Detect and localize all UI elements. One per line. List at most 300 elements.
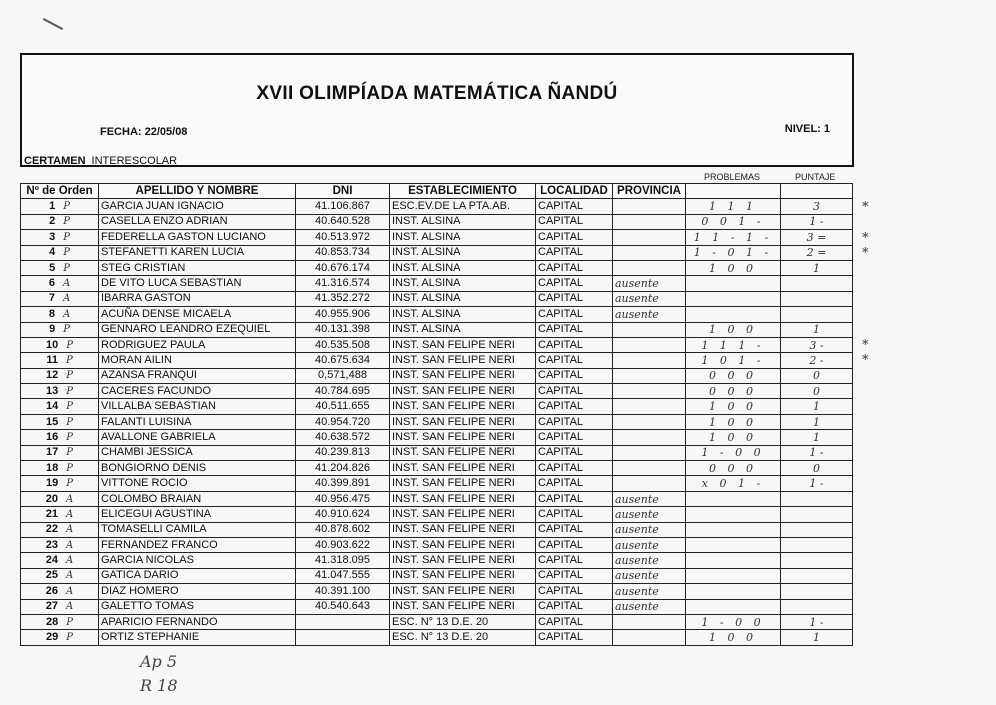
dni-cell: 40.399.891 (296, 476, 390, 491)
provincia-cell: ausente (613, 568, 686, 583)
order-cell (21, 245, 99, 260)
establecimiento-cell: INST. SAN FELIPE NERI (390, 476, 536, 491)
provincia-cell (613, 461, 686, 476)
order-cell (21, 522, 99, 537)
localidad-cell: CAPITAL (536, 568, 613, 583)
table-row (21, 445, 853, 460)
order-number: 14 (46, 400, 59, 413)
order-cell (21, 614, 99, 629)
problemas-cell: x 0 1 - (686, 476, 781, 491)
name-cell: CHAMBI JESSICA (99, 445, 296, 460)
order-number: 12 (46, 369, 59, 382)
problemas-cell: 1 1 1 - (686, 337, 781, 352)
localidad-cell: CAPITAL (536, 307, 613, 322)
order-cell (21, 260, 99, 275)
establecimiento-cell: INST. SAN FELIPE NERI (390, 430, 536, 445)
problemas-cell: 1 1 1 (686, 199, 781, 214)
name-cell: FALANTI LUISINA (99, 414, 296, 429)
order-number: 5 (49, 261, 56, 274)
name-cell: GALETTO TOMAS (99, 599, 296, 614)
col-dni: DNI (296, 184, 390, 199)
order-cell (21, 199, 99, 214)
establecimiento-cell: INST. SAN FELIPE NERI (390, 599, 536, 614)
roster-table (20, 183, 853, 646)
order-number: 19 (46, 477, 59, 490)
dni-cell (296, 630, 390, 645)
name-cell: VILLALBA SEBASTIAN (99, 399, 296, 414)
puntaje-cell (781, 553, 853, 568)
problemas-cell (686, 276, 781, 291)
dni-cell: 40.675.634 (296, 353, 390, 368)
establecimiento-cell: INST. SAN FELIPE NERI (390, 368, 536, 383)
table-row (21, 599, 853, 614)
dni-cell: 41.316.574 (296, 276, 390, 291)
localidad-cell: CAPITAL (536, 476, 613, 491)
order-number: 7 (48, 292, 55, 305)
attendance-mark: A (62, 308, 71, 320)
problemas-cell: 0 0 0 (686, 368, 781, 383)
provincia-cell (613, 230, 686, 245)
star-mark: * (862, 200, 869, 216)
problemas-cell (686, 599, 781, 614)
col-puntaje (781, 184, 853, 199)
order-number: 2 (49, 215, 56, 228)
order-number: 4 (49, 246, 56, 259)
order-cell (21, 445, 99, 460)
localidad-cell: CAPITAL (536, 276, 613, 291)
order-number: 15 (46, 415, 59, 428)
dni-cell: 40.853.734 (296, 245, 390, 260)
order-number: 17 (46, 446, 59, 459)
note-r: R 18 (140, 676, 178, 695)
establecimiento-cell: ESC. N° 13 D.E. 20 (390, 630, 536, 645)
establecimiento-cell: INST. ALSINA (390, 245, 536, 260)
table-row (21, 553, 853, 568)
dni-cell: 40.878.602 (296, 522, 390, 537)
localidad-cell: CAPITAL (536, 414, 613, 429)
table-row (21, 384, 853, 399)
localidad-cell: CAPITAL (536, 337, 613, 352)
attendance-mark: P (66, 478, 73, 490)
name-cell: DIAZ HOMERO (99, 584, 296, 599)
localidad-cell: CAPITAL (536, 430, 613, 445)
provincia-cell (613, 614, 686, 629)
name-cell: APARICIO FERNANDO (99, 614, 296, 629)
puntaje-cell (781, 276, 853, 291)
establecimiento-cell: INST. SAN FELIPE NERI (390, 461, 536, 476)
puntaje-cell: 0 (781, 384, 853, 399)
order-number: 1 (49, 200, 56, 213)
puntaje-cell: 2 - (781, 353, 853, 368)
attendance-mark: P (63, 324, 70, 336)
establecimiento-cell: INST. ALSINA (390, 322, 536, 337)
puntaje-cell: 2 = (781, 245, 853, 260)
puntaje-header: PUNTAJE (795, 172, 836, 182)
provincia-cell (613, 414, 686, 429)
order-number: 6 (48, 277, 55, 290)
name-cell: GARCIA NICOLAS (99, 553, 296, 568)
attendance-mark: P (66, 339, 73, 351)
order-cell (21, 568, 99, 583)
order-number: 24 (45, 554, 58, 567)
name-cell: CASELLA ENZO ADRIAN (99, 214, 296, 229)
provincia-cell (613, 384, 686, 399)
puntaje-cell: 1 - (781, 445, 853, 460)
problemas-cell (686, 291, 781, 306)
dni-cell: 40.784.695 (296, 384, 390, 399)
problemas-cell (686, 507, 781, 522)
problemas-cell: 1 0 0 (686, 630, 781, 645)
order-cell (21, 430, 99, 445)
order-cell (21, 276, 99, 291)
order-number: 21 (45, 507, 58, 520)
nivel-label: NIVEL: 1 (784, 123, 830, 135)
attendance-mark: A (66, 493, 74, 505)
localidad-cell: CAPITAL (536, 260, 613, 275)
puntaje-cell: 1 (781, 630, 853, 645)
establecimiento-cell: INST. SAN FELIPE NERI (390, 553, 536, 568)
puntaje-cell: 0 (781, 368, 853, 383)
dni-cell: 40.513.972 (296, 230, 390, 245)
puntaje-cell: 1 - (781, 476, 853, 491)
provincia-cell (613, 445, 686, 460)
localidad-cell: CAPITAL (536, 399, 613, 414)
order-cell (21, 507, 99, 522)
puntaje-cell (781, 491, 853, 506)
dni-cell: 40.954.720 (296, 414, 390, 429)
certamen-line (24, 155, 177, 167)
dni-cell: 40.955.906 (296, 307, 390, 322)
name-cell: COLOMBO BRAIAN (99, 491, 296, 506)
order-cell (21, 230, 99, 245)
order-number: 18 (46, 461, 59, 474)
establecimiento-cell: ESC.EV.DE LA PTA.AB. (390, 199, 536, 214)
attendance-mark: A (66, 524, 74, 536)
attendance-mark: P (66, 370, 73, 382)
order-number: 26 (45, 584, 58, 597)
name-cell: GATICA DARIO (99, 568, 296, 583)
attendance-mark: P (63, 231, 70, 243)
name-cell: STEG CRISTIAN (99, 260, 296, 275)
dni-cell: 40.391.100 (296, 584, 390, 599)
table-row (21, 199, 853, 214)
order-cell (21, 368, 99, 383)
dni-cell: 41.106.867 (296, 199, 390, 214)
localidad-cell: CAPITAL (536, 491, 613, 506)
provincia-cell (613, 337, 686, 352)
name-cell: DE VITO LUCA SEBASTIAN (99, 276, 296, 291)
provincia-cell (613, 353, 686, 368)
page-title: XVII OLIMPÍADA MATEMÁTICA ÑANDÚ (256, 83, 618, 104)
table-row (21, 260, 853, 275)
order-number: 22 (45, 523, 58, 536)
establecimiento-cell: INST. ALSINA (390, 307, 536, 322)
puntaje-cell: 1 (781, 430, 853, 445)
dni-cell (296, 614, 390, 629)
name-cell: GARCIA JUAN IGNACIO (99, 199, 296, 214)
attendance-mark: P (66, 632, 73, 644)
localidad-cell: CAPITAL (536, 199, 613, 214)
localidad-cell: CAPITAL (536, 537, 613, 552)
problemas-header: PROBLEMAS (704, 172, 761, 182)
dni-cell: 40.131.398 (296, 322, 390, 337)
establecimiento-cell: INST. ALSINA (390, 276, 536, 291)
puntaje-cell (781, 599, 853, 614)
dni-cell: 0,571,488 (296, 368, 390, 383)
order-cell (21, 537, 99, 552)
name-cell: MORAN AILIN (99, 353, 296, 368)
localidad-cell: CAPITAL (536, 368, 613, 383)
problemas-cell: 1 - 0 1 - (686, 245, 781, 260)
localidad-cell: CAPITAL (536, 599, 613, 614)
establecimiento-cell: INST. SAN FELIPE NERI (390, 491, 536, 506)
provincia-cell (613, 245, 686, 260)
table-row (21, 630, 853, 645)
localidad-cell: CAPITAL (536, 291, 613, 306)
provincia-cell (613, 322, 686, 337)
col-problemas (686, 184, 781, 199)
puntaje-cell: 0 (781, 461, 853, 476)
dni-cell: 41.204.826 (296, 461, 390, 476)
order-number: 8 (48, 307, 55, 320)
establecimiento-cell: INST. SAN FELIPE NERI (390, 399, 536, 414)
localidad-cell: CAPITAL (536, 353, 613, 368)
problemas-cell (686, 584, 781, 599)
provincia-cell (613, 630, 686, 645)
table-row (21, 537, 853, 552)
col-localidad: LOCALIDAD (536, 184, 613, 199)
table-row (21, 507, 853, 522)
provincia-cell: ausente (613, 291, 686, 306)
provincia-cell: ausente (613, 276, 686, 291)
establecimiento-cell: INST. SAN FELIPE NERI (390, 522, 536, 537)
name-cell: STEFANETTI KAREN LUCIA (99, 245, 296, 260)
dni-cell: 40.903.622 (296, 537, 390, 552)
problemas-cell: 0 0 1 - (686, 214, 781, 229)
localidad-cell: CAPITAL (536, 322, 613, 337)
table-row (21, 291, 853, 306)
provincia-cell (613, 199, 686, 214)
name-cell: AVALLONE GABRIELA (99, 430, 296, 445)
order-cell (21, 307, 99, 322)
table-row (21, 476, 853, 491)
problemas-cell (686, 522, 781, 537)
order-cell (21, 630, 99, 645)
puntaje-cell: 1 - (781, 214, 853, 229)
attendance-mark: P (66, 401, 73, 413)
certamen-label: CERTAMEN (24, 155, 86, 167)
establecimiento-cell: INST. SAN FELIPE NERI (390, 584, 536, 599)
dni-cell: 40.540.643 (296, 599, 390, 614)
name-cell: IBARRA GASTON (99, 291, 296, 306)
certamen-value: INTERESCOLAR (91, 155, 178, 167)
puntaje-cell: 1 - (781, 614, 853, 629)
establecimiento-cell: INST. SAN FELIPE NERI (390, 568, 536, 583)
problemas-cell: 1 1 - 1 - (686, 230, 781, 245)
localidad-cell: CAPITAL (536, 553, 613, 568)
order-number: 29 (46, 631, 59, 644)
puntaje-cell: 1 (781, 260, 853, 275)
localidad-cell: CAPITAL (536, 445, 613, 460)
order-number: 20 (45, 492, 58, 505)
name-cell: FERNANDEZ FRANCO (99, 537, 296, 552)
order-number: 9 (49, 323, 56, 336)
attendance-mark: A (66, 601, 74, 613)
establecimiento-cell: INST. ALSINA (390, 260, 536, 275)
establecimiento-cell: INST. SAN FELIPE NERI (390, 384, 536, 399)
attendance-mark: P (63, 216, 70, 228)
puntaje-cell (781, 522, 853, 537)
col-nombre: APELLIDO Y NOMBRE (99, 184, 296, 199)
problemas-cell: 1 0 0 (686, 322, 781, 337)
note-ap: Ap 5 (140, 652, 178, 671)
problemas-cell: 0 0 0 (686, 461, 781, 476)
order-cell (21, 414, 99, 429)
name-cell: FEDERELLA GASTON LUCIANO (99, 230, 296, 245)
provincia-cell: ausente (613, 522, 686, 537)
attendance-mark: A (66, 585, 74, 597)
puntaje-cell: 3 - (781, 337, 853, 352)
order-cell (21, 353, 99, 368)
table-row (21, 522, 853, 537)
attendance-mark: P (63, 247, 70, 259)
roster-body (21, 199, 853, 645)
table-row (21, 414, 853, 429)
puntaje-cell (781, 307, 853, 322)
localidad-cell: CAPITAL (536, 214, 613, 229)
localidad-cell: CAPITAL (536, 507, 613, 522)
problemas-cell: 1 0 0 (686, 260, 781, 275)
name-cell: RODRIGUEZ PAULA (99, 337, 296, 352)
provincia-cell: ausente (613, 537, 686, 552)
puntaje-cell: 1 (781, 399, 853, 414)
order-number: 27 (45, 600, 58, 613)
problemas-cell: 1 0 1 - (686, 353, 781, 368)
table-row (21, 399, 853, 414)
attendance-mark: P (66, 385, 73, 397)
provincia-cell: ausente (613, 307, 686, 322)
order-number: 16 (46, 430, 59, 443)
problemas-cell: 1 0 0 (686, 414, 781, 429)
table-row (21, 245, 853, 260)
order-cell (21, 337, 99, 352)
table-row (21, 337, 853, 352)
provincia-cell (613, 260, 686, 275)
puntaje-cell: 1 (781, 322, 853, 337)
order-number: 23 (45, 538, 58, 551)
order-number: 3 (49, 230, 56, 243)
name-cell: TOMASELLI CAMILA (99, 522, 296, 537)
order-number: 11 (46, 353, 58, 366)
name-cell: ACUÑA DENSE MICAELA (99, 307, 296, 322)
table-row (21, 307, 853, 322)
order-number: 28 (46, 615, 59, 628)
attendance-mark: A (62, 293, 71, 305)
puntaje-cell (781, 568, 853, 583)
establecimiento-cell: INST. ALSINA (390, 214, 536, 229)
provincia-cell (613, 368, 686, 383)
order-cell (21, 476, 99, 491)
attendance-mark: P (66, 431, 73, 443)
fecha-label: FECHA: 22/05/08 (100, 126, 188, 138)
attendance-mark: A (66, 539, 74, 551)
provincia-cell (613, 430, 686, 445)
localidad-cell: CAPITAL (536, 614, 613, 629)
dni-cell: 41.318.095 (296, 553, 390, 568)
puntaje-cell: 3 (781, 199, 853, 214)
table-row (21, 368, 853, 383)
dni-cell: 40.638.572 (296, 430, 390, 445)
provincia-cell: ausente (613, 507, 686, 522)
attendance-mark: P (66, 462, 73, 474)
localidad-cell: CAPITAL (536, 384, 613, 399)
attendance-mark: P (66, 416, 73, 428)
dni-cell: 40.956.475 (296, 491, 390, 506)
establecimiento-cell: ESC. N° 13 D.E. 20 (390, 614, 536, 629)
problemas-cell (686, 537, 781, 552)
table-row (21, 461, 853, 476)
order-number: 25 (45, 569, 58, 582)
problemas-cell: 0 0 0 (686, 384, 781, 399)
problemas-cell (686, 553, 781, 568)
problemas-cell: 1 0 0 (686, 430, 781, 445)
table-row (21, 568, 853, 583)
table-header-row (21, 184, 853, 199)
provincia-cell (613, 214, 686, 229)
table-row (21, 584, 853, 599)
localidad-cell: CAPITAL (536, 630, 613, 645)
star-mark: * (862, 230, 869, 246)
order-cell (21, 491, 99, 506)
pen-scratch (43, 18, 63, 30)
star-mark: * (862, 246, 869, 262)
provincia-cell: ausente (613, 553, 686, 568)
establecimiento-cell: INST. ALSINA (390, 291, 536, 306)
col-orden: Nº de Orden (21, 184, 99, 199)
puntaje-cell (781, 507, 853, 522)
establecimiento-cell: INST. SAN FELIPE NERI (390, 414, 536, 429)
name-cell: BONGIORNO DENIS (99, 461, 296, 476)
order-number: 13 (46, 384, 59, 397)
provincia-cell: ausente (613, 491, 686, 506)
dni-cell: 40.640.528 (296, 214, 390, 229)
establecimiento-cell: INST. SAN FELIPE NERI (390, 353, 536, 368)
name-cell: CACERES FACUNDO (99, 384, 296, 399)
dni-cell: 40.239.813 (296, 445, 390, 460)
order-cell (21, 461, 99, 476)
attendance-mark: A (62, 278, 71, 290)
attendance-mark: A (66, 570, 74, 582)
establecimiento-cell: INST. SAN FELIPE NERI (390, 445, 536, 460)
problemas-cell (686, 307, 781, 322)
establecimiento-cell: INST. ALSINA (390, 230, 536, 245)
name-cell: VITTONE ROCIO (99, 476, 296, 491)
dni-cell: 40.511.655 (296, 399, 390, 414)
provincia-cell: ausente (613, 599, 686, 614)
dni-cell: 41.047.555 (296, 568, 390, 583)
col-provincia: PROVINCIA (613, 184, 686, 199)
attendance-mark: P (66, 447, 73, 459)
order-number: 10 (46, 338, 59, 351)
localidad-cell: CAPITAL (536, 230, 613, 245)
problemas-cell: 1 - 0 0 (686, 614, 781, 629)
provincia-cell (613, 476, 686, 491)
provincia-cell (613, 399, 686, 414)
order-cell (21, 599, 99, 614)
table-row (21, 322, 853, 337)
localidad-cell: CAPITAL (536, 245, 613, 260)
problemas-cell: 1 - 0 0 (686, 445, 781, 460)
